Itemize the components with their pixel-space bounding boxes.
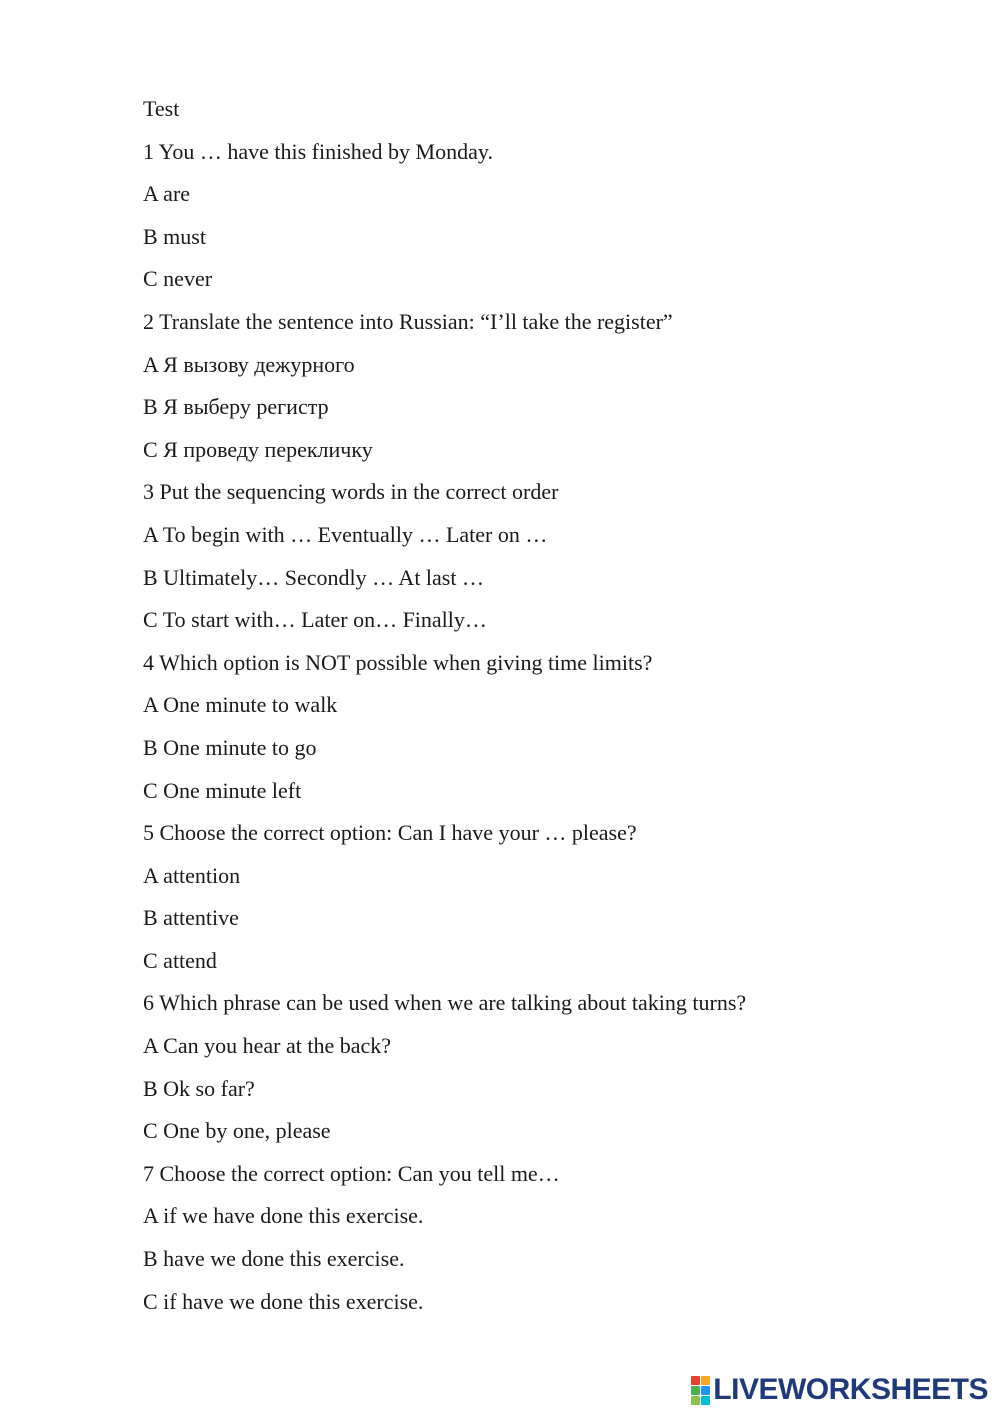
question-2-option-a: A Я вызову дежурного — [143, 351, 355, 377]
question-3-option-b: B Ultimately… Secondly … At last … — [143, 564, 484, 590]
question-4: 4 Which option is NOT possible when giving time limits? — [143, 649, 653, 675]
logo-cell — [691, 1386, 700, 1395]
question-6-option-a: A Can you hear at the back? — [143, 1033, 392, 1059]
question-5-option-a: A attention — [143, 862, 241, 888]
liveworksheets-logo — [691, 1372, 988, 1408]
logo-cell — [701, 1386, 710, 1395]
liveworksheets-logo-icon — [691, 1376, 710, 1405]
question-7-option-a: A if we have done this exercise. — [143, 1203, 424, 1229]
logo-cell — [701, 1396, 710, 1405]
worksheet-title: Test — [143, 96, 180, 121]
question-4-option-b: B One minute to go — [143, 734, 317, 760]
question-1-option-c: C never — [143, 266, 213, 292]
question-3-option-c: C To start with… Later on… Finally… — [143, 607, 487, 633]
question-3: 3 Put the sequencing words in the correct order — [143, 479, 559, 505]
question-4-option-a: A One minute to walk — [143, 692, 338, 718]
question-2-option-c: C Я проведу перекличку — [143, 436, 373, 462]
logo-cell — [691, 1376, 700, 1385]
logo-cell — [691, 1396, 700, 1405]
question-5: 5 Choose the correct option: Can I have your … please? — [143, 820, 637, 846]
question-6-option-b: B Ok so far? — [143, 1075, 255, 1101]
question-7-option-c: C if have we done this exercise. — [143, 1288, 424, 1314]
question-4-option-c: C One minute left — [143, 777, 302, 803]
question-3-option-a: A To begin with … Eventually … Later on … — [143, 521, 548, 547]
question-1-option-a: A are — [143, 181, 191, 207]
question-7: 7 Choose the correct option: Can you tell me… — [143, 1160, 560, 1186]
question-1: 1 You … have this finished by Monday. — [143, 138, 493, 164]
question-6-option-c: C One by one, please — [143, 1118, 331, 1144]
question-6: 6 Which phrase can be used when we are talking about taking turns? — [143, 990, 747, 1016]
question-5-option-b: B attentive — [143, 905, 239, 931]
logo-cell — [701, 1376, 710, 1385]
question-2: 2 Translate the sentence into Russian: “I’ll take the register” — [143, 308, 673, 334]
worksheet-content — [143, 92, 963, 1327]
question-7-option-b: B have we done this exercise. — [143, 1246, 405, 1272]
liveworksheets-logo-text: LIVEWORKSHEETS — [713, 1373, 988, 1406]
question-5-option-c: C attend — [143, 947, 217, 973]
question-2-option-b: B Я выберу регистр — [143, 394, 329, 420]
question-1-option-b: B must — [143, 223, 206, 249]
